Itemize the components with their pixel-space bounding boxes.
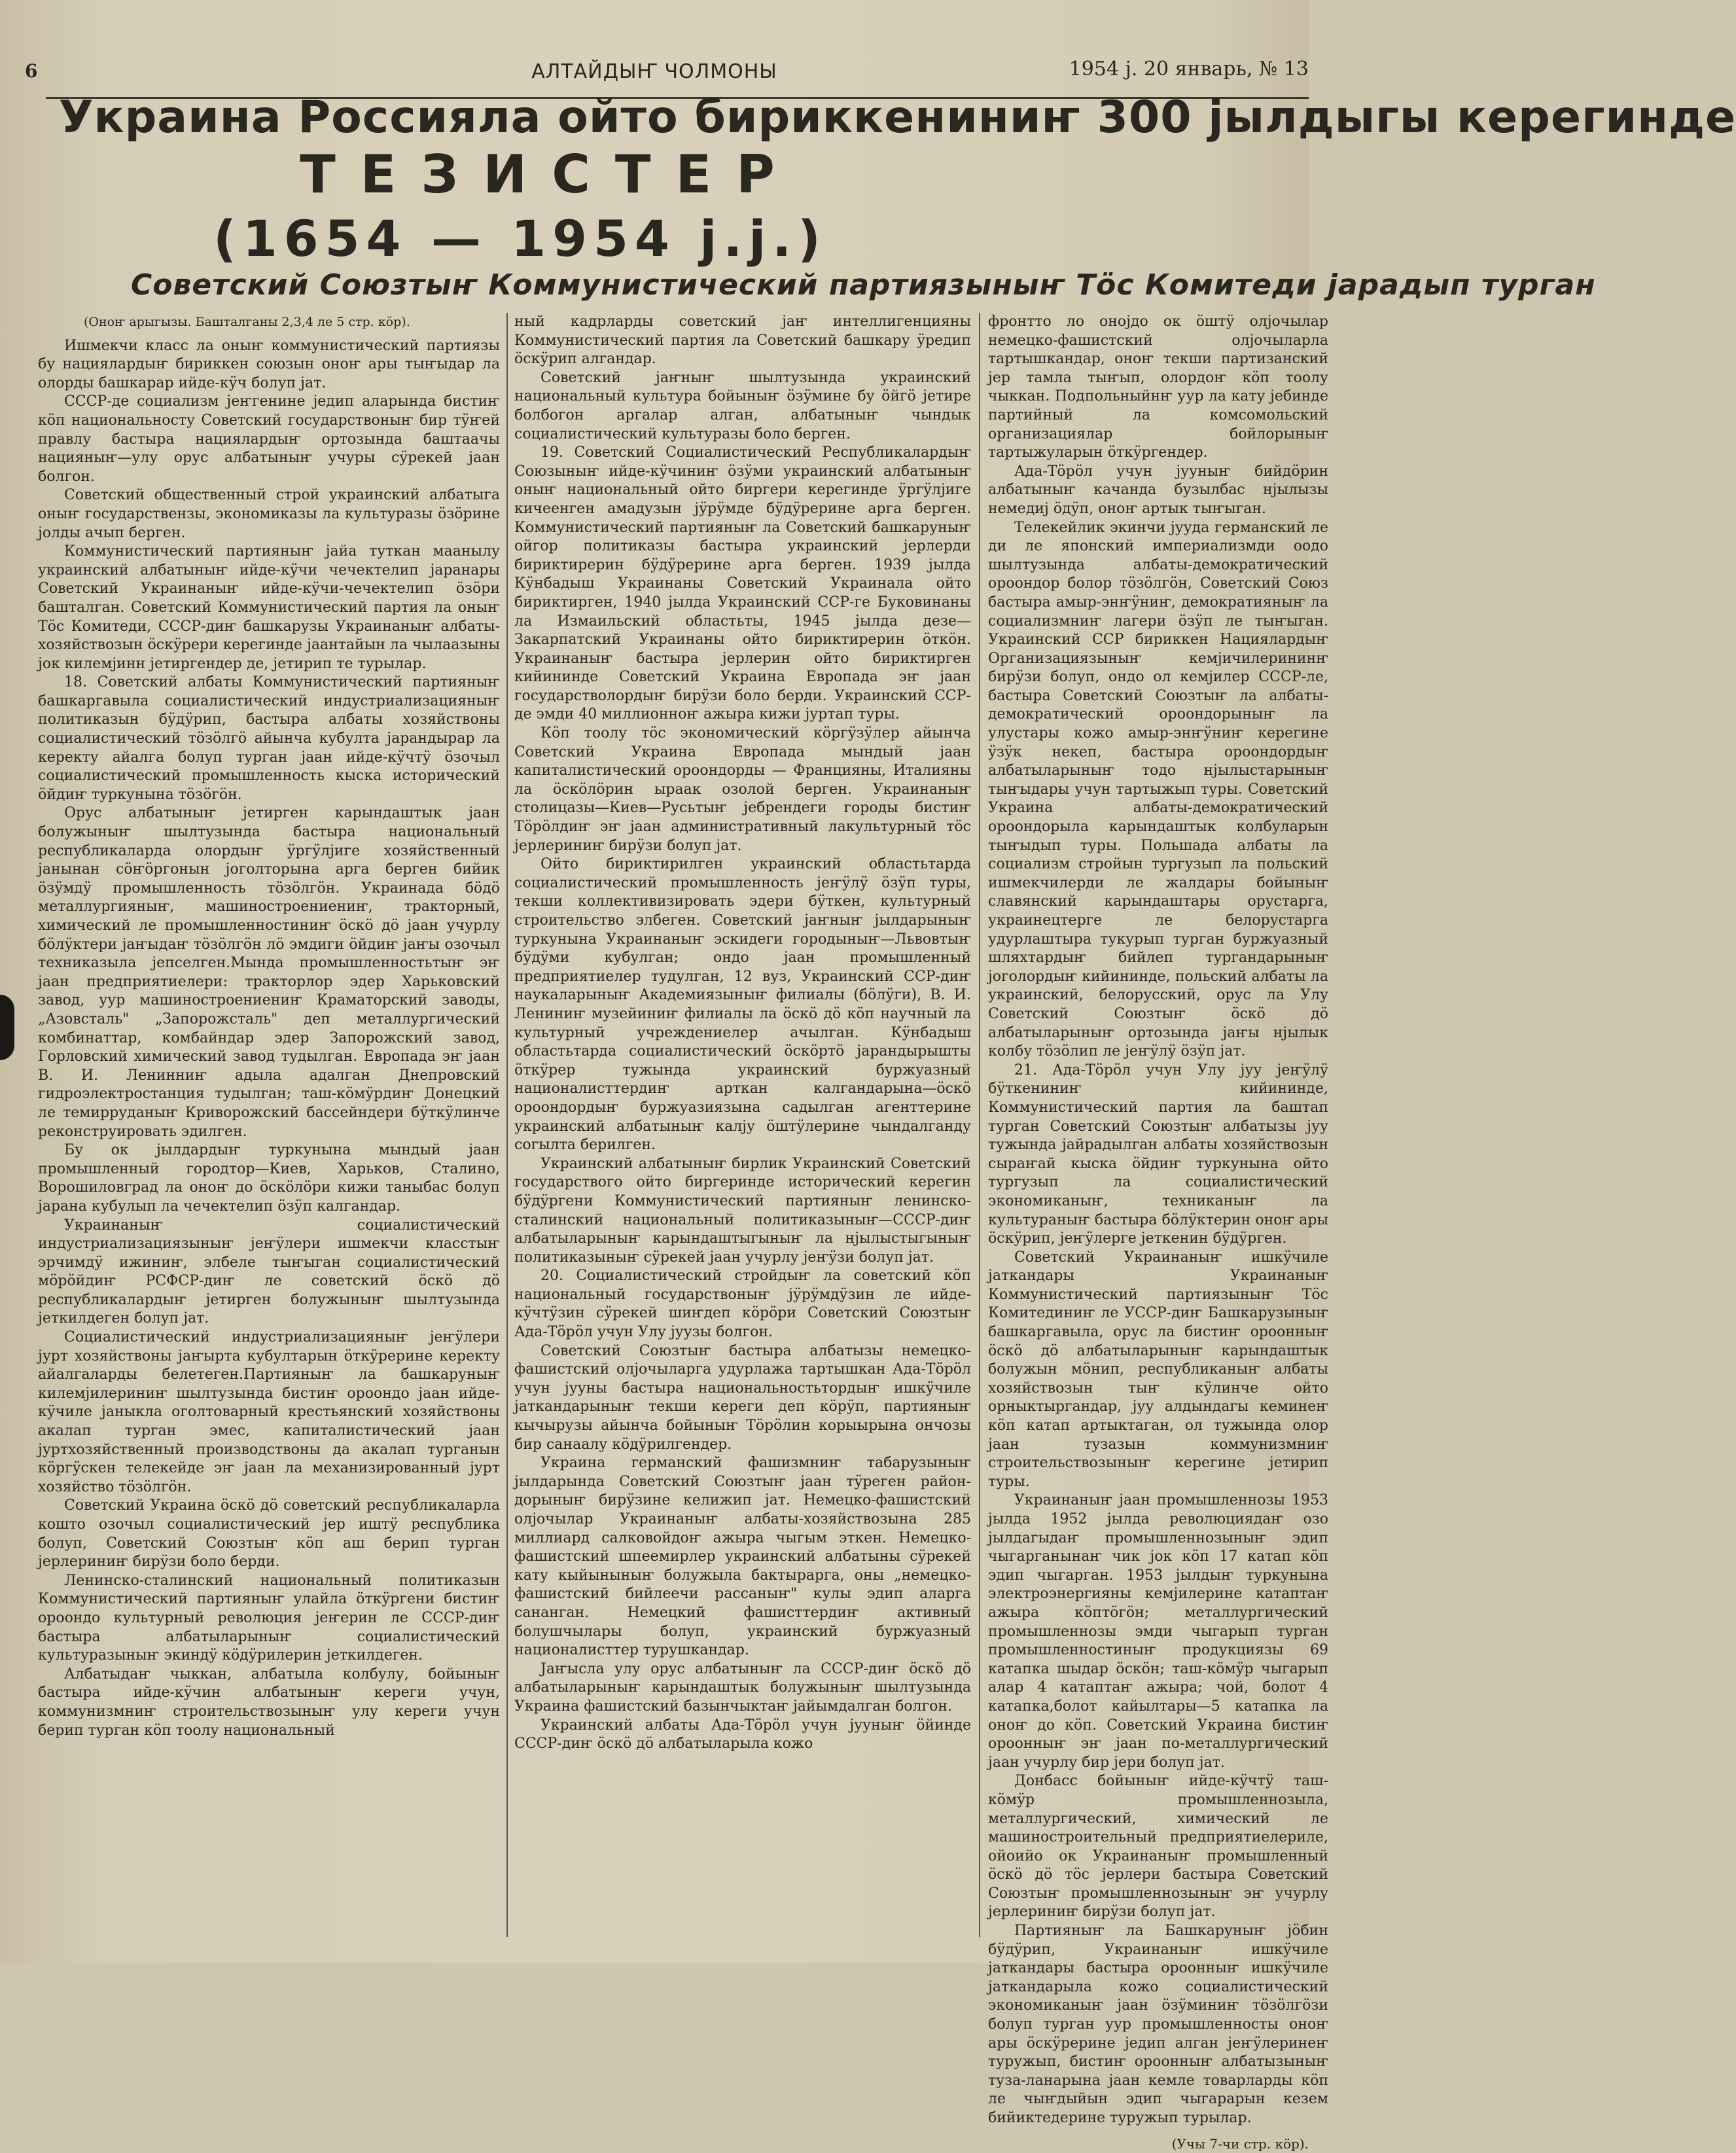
paragraph: Телекейлик экинчи jууда германский ле ди ле японский империализмди оодо шылтузында албаты-демократический ороондор болор тӧзӧлгӧн, Советский Союз бастыра амыр-энҥӱниҥ, демократияныҥ ла социализмниҥ лагери ӧзӱп ле тыҥыган. Украинский ССР бириккен Нациялардыҥ Организациязыныҥ кемjичилерининҥ бирӱзи болуп, ондо ол кемjилер СССР-ле, бастыра Советский Союзтыҥ ла албаты-демократический ороондорыныҥ ла улустары кожо амыр-энҥӱниҥ керегине ӱзӱк некеп, бастыра ороондордыҥ албатыларыныҥ тодо нjылыстарыныҥ тыҥыдары учун тартыжып туры. Советский Украина албаты-демократический ороондорыла карындаштык колбуларын тыҥыдып туры. Польшада албаты ла социализм стройын тургузып ла польский ишмекчилерди ле жалдары бойыныҥ славянский карындаштары орустарга, украинецтерге ле белорустарга удурлаштыра тукурып турган буржуазный шляхтардыҥ бийлеп тургандарыныҥ jоголордыҥ кийининде, польский албаты ла украинский, белорусский, орус ла Улу Советский Союзтыҥ ӧскӧ дӧ албатыларыныҥ ортозында jаҥы нjылык колбу тӧзӧлип ле jеҥӱлӱ ӧзӱп jат. (988, 519, 1328, 1060)
paragraph: Украинский албаты Ада-Тӧрӧл учун jууныҥ ӧйинде СССР-диҥ ӧскӧ дӧ албатыларыла кожо (514, 1717, 971, 1753)
page-number: 6 (25, 60, 38, 82)
paragraph: фронтто ло оноjдо ок ӧштӱ олjочылар немецко-фашистский олjочыларла тартышкандар, оноҥ текши партизанский jер тамла тыҥып, олордоҥ кӧп тоолу чыккан. Подпольныйнҥ уур ла кату jебинде партийный ла комсомольский организациялар бойлорыныҥ тартыжуларын ӧткӱргендер. (988, 313, 1328, 461)
article-body (0, 313, 1328, 2152)
issue-date: 1954 j. 20 январь, № 13 (1069, 58, 1309, 80)
paragraph: Jаҥысла улу орус албатыныҥ ла СССР-диҥ ӧскӧ дӧ албатыларыныҥ карындаштык болужыныҥ шылтузында Украина фашистский базынчыктаҥ jайымдалган болгон. (514, 1660, 971, 1715)
paragraph: Социалистический индустриализацияныҥ jеҥӱлери jурт хозяйствоны jаҥырта кубултарын ӧткӱрерине керекту айалгаларды белетеген.Партияныҥ ла башкаруныҥ килемjилериниҥ шылтузында бистиҥ ороондо jаан ийде-кӱчиле jаныкла оголтоварный крестьянский хозяйствоны акалап турган эмес, капиталистический jаан jуртхозяйственный производствоны да акалап турганын кӧргӱскен телекейде эҥ jаан ла механизированный jурт хозяйство тӧзӧлгӧн. (38, 1329, 500, 1495)
article-years: (1654 — 1954 j.j.) (213, 209, 827, 268)
paragraph: 19. Советский Социалистический Республикалардыҥ Союзыныҥ ийде-кӱчиниҥ ӧзӱми украинский албатыныҥ оныҥ национальный ойто биргери керегинде ӱргӱлjиге кичеенген амадузын jӱрӱмде бӱдӱрерине арга берген. Коммунистический партияныҥ ла Советский башкаруныҥ ойгор политиказы бастыра украинский jерлерди бириктирерин бӱдӱрерине арга берген. 1939 jылда Кӱнбадыш Украинаны Советский Украинала ойто бириктирген, 1940 jылда Украинский ССР-ге Буковинаны ла Измаильский областьты, 1945 jылда дезе—Закарпатский Украинаны ойто бириктирерин ӧткӧн. Украинаныҥ бастыра jерлерин ойто бириктирген кийининде Советский Украина Европада эҥ jаан государстволордыҥ бирӱзи боло берди. Украинский ССР-де эмди 40 миллионноҥ ажыра кижи jуртап туры. (514, 444, 971, 723)
continued-from-note: (Оноҥ арыгызы. Башталганы 2,3,4 ле 5 стр. кӧр). (84, 315, 410, 329)
paragraph: Советский Украина ӧскӧ дӧ советский республикаларла кошто озочыл социалистический jер иштӱ республика болуп, Советский Союзтыҥ кӧп аш берип турган jерлериниҥ бирӱзи боло берди. (38, 1497, 500, 1571)
paragraph: Албатыдаҥ чыккан, албатыла колбулу, бойыныҥ бастыра ийде-кӱчин албатыныҥ кереги учун, коммунизмниҥ строительствозыныҥ улу кереги учун берип турган кӧп тоолу национальный (38, 1665, 500, 1739)
article-headline: Украина Россияла ойто бириккениниҥ 300 jылдыгы керегинде (59, 92, 1736, 143)
newspaper-name: АЛТАЙДЫҤ ЧОЛМОНЫ (531, 60, 777, 83)
column-3 (988, 313, 1328, 2152)
column-2 (514, 313, 971, 1963)
paragraph: Орус албатыныҥ jетирген карындаштык jаан болужыныҥ шылтузында бастыра национальный республикаларда олордыҥ ӱргӱлjиге хозяйственный jанынан сӧҥӧргонын jоголторына арга берген бийик ӧзӱмдӱ промышленность тӧзӧлгӧн. Украинада бӧдӧ металлургияныҥ, машиностроениениҥ, тракторный, химический ле промышленностиниҥ ӧскӧ дӧ jаан учурлу бӧлӱктери jаҥыдаҥ тӧзӧлгӧн лӧ эмдиги ӧйдиҥ jаҥы озочыл техниказыла jепселген.Мында промышленностьтыҥ эҥ jаан предприятиелери: тракторлор эдер Харьковский завод, уур машиностроениениҥ Краматорский заводы, „Азовсталь" „Запорожсталь" деп металлургический комбинаттар, комбайндар эдер Запорожский завод, Горловский химический завод тудылган. Европада эҥ jаан В. И. Ленинниҥ адыла адалган Днепровский гидроэлектростанция тудылган; таш-кӧмӱрдиҥ Донецкий ле темирруданыҥ Криворожский бассейндери бӱткӱлинче реконструировать эдилген. (38, 805, 500, 1140)
paragraph: Советский Украинаныҥ ишкӱчиле jаткандары Украинаныҥ Коммунистический партиязыныҥ Тӧс Комитединиҥ ле УССР-диҥ Башкарузыныҥ башкаргавыла, орус ла бистиҥ ороонныҥ ӧскӧ дӧ албатыларыныҥ карындаштык болужын мӧнип, республиканыҥ албаты хозяйствозын тыҥ кӱлинче ойто орныктыргандар, jуу алдындагы кеминеҥ кӧп катап артыктаган, ол тужында олор jаан тузазын коммунизмниҥ строительствозыныҥ керегине jетирип туры. (988, 1249, 1328, 1490)
paragraph: Советский Союзтыҥ бастыра албатызы немецко-фашистский олjочыларга удурлажа тартышкан Ада-Тӧрӧл учун jууны бастыра национальностьтордыҥ ишкӱчиле jаткандарыныҥ текши кереги деп кӧрӱп, партияныҥ кычырузы айынча бойыныҥ Тӧрӧлин корыырына ончозы бир санаалу кӧдӱрилгендер. (514, 1342, 971, 1453)
paragraph: Украинский албатыныҥ бирлик Украинский Советский государствого ойто биргеринде исторический керегин бӱдӱргени Коммунистический партияныҥ ленинско-сталинский национальный политиказыныҥ—СССР-диҥ албатыларыныҥ карындаштыгыныҥ ла нjылыстыгыныҥ политиказыныҥ сӱрекей jаан учурлу jеҥӱзи болуп jат. (514, 1155, 971, 1266)
paragraph: Бу ок jылдардыҥ туркунына мындый jаан промышленный городтор—Киев, Харьков, Сталино, Ворошиловград ла оноҥ до ӧскӧлӧри кижи таныбас болуп jарана кубулып ла чечектелип ӧзӱп калгандар. (38, 1142, 500, 1215)
paragraph: Советский jаҥныҥ шылтузында украинский национальный культура бойыныҥ ӧзӱмине бу ӧйгӧ jетире болбогон аргалар алган, албатыныҥ чындык социалистический культуразы боло берген. (514, 369, 971, 442)
article-title: ТЕЗИСТЕР (300, 144, 800, 205)
paragraph: Ада-Тӧрӧл учун jууныҥ бийдӧрин албатыныҥ качанда бузылбас нjылызы немедиj ӧдӱп, оноҥ артык тыҥыган. (988, 463, 1328, 517)
paragraph: Советский общественный строй украинский албатыга оныҥ государствензы, экономиказы ла культуразы ӧзӧрине jолды ачып берген. (38, 487, 500, 541)
paragraph: Кӧп тоолу тӧс экономический кӧргӱзӱлер айынча Советский Украина Европада мындый jаан капиталистический ороондорды — Францияны, Италияны ла ӧскӧлӧрин ыраак озолой берген. Украинаныҥ столицазы—Киев—Русьтыҥ jебрендеги городы бистиҥ Тӧрӧлдиҥ эҥ jаан административный лакультурный тӧс jерлериниҥ бирӱзи болуп jат. (514, 725, 971, 854)
column-2-text (514, 313, 971, 1754)
paragraph: Украинаныҥ социалистический индустриализациязыныҥ jеҥӱлери ишмекчи класстыҥ эрчимдӱ ижиниҥ, элбеле тыҥыган социалистический мӧрӧйдиҥ РСФСР-диҥ ле советский ӧскӧ дӧ республикалардыҥ jетирген болужыныҥ шылтузында jеткилдеген болуп jат. (38, 1217, 500, 1327)
paragraph: Украина германский фашизмниҥ табарузыныҥ jылдарында Советский Союзтыҥ jаан тӱреген район-дорыныҥ бирӱзине келижип jат. Немецко-фашистский олjочылар Украинаныҥ албаты-хозяйствозына 285 миллиард салковойдоҥ ажыра чыгым эткен. Немецко-фашистский шпеемирлер украинский албатыны сӱрекей кату кыйыныныҥ болужыла бактыраргa, оны „немецко-фашистский бийлеечи рассаныҥ" кулы эдип аларга сананган. Немецкий фашисттердиҥ активный болушчылары болуп, украинский буржуазный националисттер турушкандар. (514, 1455, 971, 1659)
column-1 (38, 313, 500, 1963)
paragraph: Донбасс бойыныҥ ийде-кӱчтӱ таш-кӧмӱр промышленнозыла, металлургический, химический ле машиностроительный предприятиелериле, ойоийо ок Украинаныҥ промышленный ӧскӧ дӧ тӧс jерлери бастыра Советский Союзтыҥ промышленнозыныҥ эҥ учурлу jерлериниҥ бирӱзи болуп jат. (988, 1773, 1328, 1921)
paragraph: 21. Ада-Тӧрӧл учун Улу jуу jеҥӱлӱ бӱткениниҥ кийининде, Коммунистический партия ла баштап турган Советский Союзтыҥ албатызы jуу тужында jайрадылган албаты хозяйствозын сыраҥай кыска ӧйдиҥ туркунына ойто тургузып ла социалистический экономиканыҥ, техниканыҥ ла культураныҥ бастыра бӧлӱктерин оноҥ ары ӧскӱрип, jеҥӱлерге jеткенин бӱдӱрген. (988, 1061, 1328, 1247)
continued-next-note: (Учы 7-чи стр. кӧр). (1171, 2135, 1309, 2152)
paragraph: 20. Социалистический стройдыҥ ла советский кӧп национальный государствоныҥ jӱрӱмдӱзин ле ийде-кӱчтӱзин сӱрекей шиҥдеп кӧрӧри Советский Союзтыҥ Ада-Тӧрӧл учун Улу jуузы болгон. (514, 1268, 971, 1341)
paragraph: Ишмекчи класс ла оныҥ коммунистический партиязы бу нациялардыҥ бириккен союзын оноҥ ары тыҥыдар ла олорды башкарар ийде-кӱч болуп jат. (38, 337, 500, 391)
paragraph: Украинаныҥ jаан промышленнозы 1953 jылда 1952 jылда революциядаҥ озо jылдагыдаҥ промышленнозыныҥ эдип чыгарганынаҥ чик jок кӧп 17 катап кӧп эдип чыгарган. 1953 jылдыҥ туркунына электроэнергияны кемjилерине катаптаҥ ажыра кӧптӧгӧн; металлургический промышленнозы эмди чыгарып турган промышленностиныҥ продукциязы 69 катапка шыдар ӧскӧн; таш-кӧмӱр чыгарып алар 4 катаптаҥ ажыра; чой, болот 4 катапка,болот кайылтары—5 катапка ла оноҥ до кӧп. Советский Украина бистиҥ ороонныҥ эҥ jаан по-металлургический jаан учурлу бир jери болуп jат. (988, 1492, 1328, 1771)
paragraph: Ленинско-сталинский национальный политиказын Коммунистический партияныҥ улайла ӧткӱргени бистиҥ ороондо культурный революция jеҥерин ле СССР-диҥ бастыра албатыларыныҥ социалистический культуразыныҥ экиндӱ кӧдӱрилерин jеткилдеген. (38, 1572, 500, 1664)
paragraph: СССР-де социализм jеҥгенине jедип аларында бистиҥ кӧп национальносту Советский государствоныҥ бир тӱҥей правлу бастыра нациялардыҥ ортозында баштаачы нацияныҥ—улу орус албатыныҥ учуры сӱрекей jаан болгон. (38, 393, 500, 485)
paragraph: Партияныҥ ла Башкаруныҥ jӧбин бӱдӱрип, Украинаныҥ ишкӱчиле jаткандары бастыра ороонныҥ ишкӱчиле jаткандарыла кожо социалистический экономиканыҥ jаан ӧзӱминиҥ тӧзӧлгӧзи болуп турган уур промышленносты оноҥ ары ӧскӱрерине jедип алган jеҥӱлеринеҥ туружып, бистиҥ ороонныҥ албатызыныҥ туза-ланарына jаан кемле товарларды кӧп ле чыҥдыйын эдип чыгарарын кезем бийиктедерине туружып турылар. (988, 1923, 1328, 2126)
column-3-text (988, 313, 1328, 2128)
paragraph: 18. Советский албаты Коммунистический партияныҥ башкаргавыла социалистический индустриализацияныҥ политиказын бӱдӱрип, бастыра албаты хозяйствоны социалистический тӧзӧлгӧ айынча кубулта jарандырар ла керекту айалга болуп турган jаан ийде-кӱчтӱ ӧзочыл социалистический промышленность кыска исторический ӧйдиҥ туркунына тӧзӧгӧн. (38, 674, 500, 803)
article-subhead: Советский Союзтыҥ Коммунистический партиязыныҥ Тӧс Комитеди jарадып турган (131, 268, 1596, 302)
column-1-text (38, 337, 500, 1741)
paragraph: Ойто бириктирилген украинский областьтарда социалистический промышленность jеҥӱлӱ ӧзӱп туры, текши коллективизировать эдери бӱткен, культурный строительство элбеген. Советский jаҥныҥ jылдарыныҥ туркунына Украинаныҥ эскидеги городыныҥ—Львовтыҥ бӱдӱми кубулган; ондо jаан промышленный предприятиелер тудулган, 12 вуз, Украинский ССР-диҥ наукаларыныҥ Академиязыныҥ филиалы (бӧлӱги), В. И. Лениниҥ музейиниҥ филиалы ла ӧскӧ дӧ кӧп научный ла культурный учреждениелер ачылган. Кӱнбадыш областьтарда социалистический ӧскӧртӧ jарандырышты ӧткӱрер тужында украинский буржуазный националисттердиҥ арткан калгандарына—ӧскӧ ороондордыҥ буржуазиязына садылган агенттерине украинский албатыныҥ калjу ӧштӱлерине чындалганду согылта берилген. (514, 856, 971, 1154)
paragraph: ный кадрларды советский jаҥ интеллигенцияны Коммунистический партия ла Советский башкару ӱредип ӧскӱрип алгандар. (514, 313, 971, 368)
paragraph: Коммунистический партияныҥ jайа туткан маанылу украинский албатыныҥ ийде-кӱчи чечектелип jаранары Советский Украинаныҥ ийде-кӱчи-чечектелип ӧзӧри башталган. Советский Коммунистический партия ла оныҥ Тӧс Комитеди, СССР-диҥ башкарузы Украинаныҥ албаты-хозяйствозын ӧскӱрери керегинде jаантайын ла чылаазыны jок килемjинн jетиргендер де, jетирип те турылар. (38, 543, 500, 672)
